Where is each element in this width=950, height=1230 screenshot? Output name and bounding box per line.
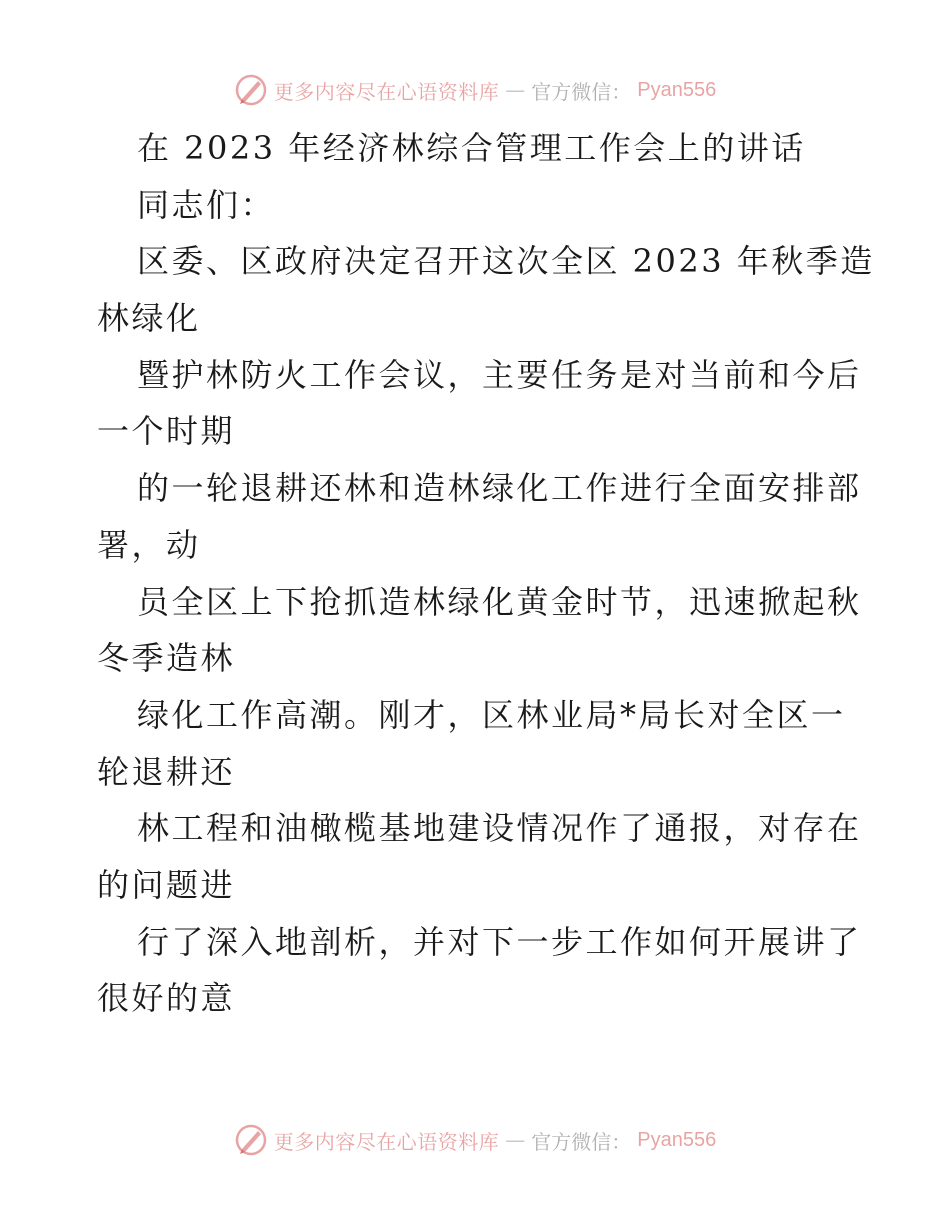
- paragraph-line: 区委、区政府决定召开这次全区 2023 年秋季造: [137, 242, 875, 281]
- paragraph-line: 同志们：: [137, 185, 276, 224]
- paragraph-line: 的一轮退耕还林和造林绿化工作进行全面安排部: [137, 469, 862, 508]
- paragraph-line: 冬季造林: [97, 639, 236, 678]
- watermark-dash: —: [505, 78, 526, 102]
- paragraph-line: 轮退耕还: [97, 752, 236, 791]
- paragraph-line: 署，动: [97, 525, 201, 564]
- paragraph-line: 一个时期: [97, 412, 236, 451]
- paragraph-line: 绿化工作高潮。刚才，区林业局*局长对全区一: [137, 695, 846, 734]
- document-body: [97, 120, 875, 1027]
- paragraph-line: 很好的意: [97, 979, 236, 1018]
- paragraph-line: 林工程和油橄榄基地建设情况作了通报，对存在: [137, 809, 862, 848]
- paragraph-line: 暨护林防火工作会议，主要任务是对当前和今后: [137, 355, 862, 394]
- pen-logo-icon: [234, 73, 268, 107]
- paragraph-line: 林绿化: [97, 299, 201, 338]
- paragraph-line: 员全区上下抢抓造林绿化黄金时节，迅速掀起秋: [137, 582, 862, 621]
- watermark-footer: [0, 1120, 950, 1160]
- watermark-label: 官方微信：: [531, 79, 632, 104]
- document-title: 在 2023 年经济林综合管理工作会上的讲话: [137, 129, 806, 167]
- paragraph-line: 的问题进: [97, 865, 236, 904]
- watermark-id: Pyan556: [637, 78, 717, 101]
- watermark-label: 官方微信：: [531, 1129, 632, 1154]
- watermark-header: [0, 70, 950, 110]
- pen-logo-icon: [234, 1123, 268, 1157]
- watermark-id: Pyan556: [637, 1128, 717, 1151]
- watermark-dash: —: [505, 1128, 526, 1152]
- watermark-main-text: 更多内容尽在心语资料库: [273, 1129, 500, 1154]
- watermark-main-text: 更多内容尽在心语资料库: [273, 79, 500, 104]
- paragraph-line: 行了深入地剖析，并对下一步工作如何开展讲了: [137, 922, 862, 961]
